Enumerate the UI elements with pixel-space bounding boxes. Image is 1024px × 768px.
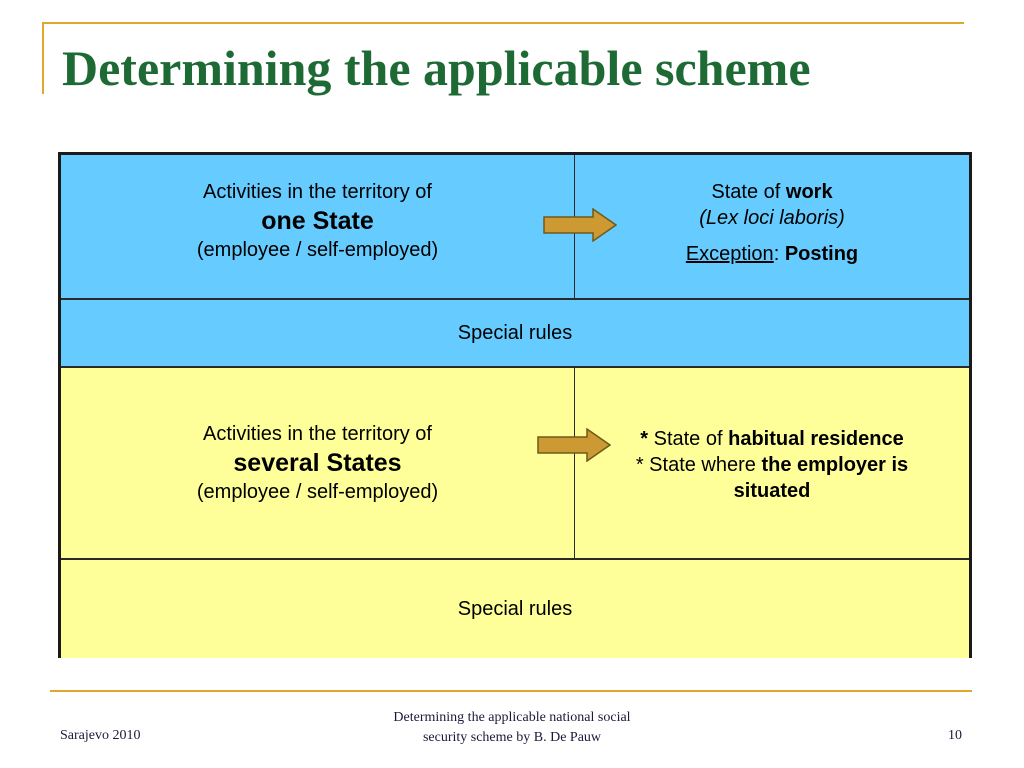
accent-frame-horizontal [42, 22, 964, 24]
state-of-label: State of [711, 181, 786, 203]
footer-divider [50, 690, 972, 692]
footer-subtitle-line1: Determining the applicable national social [393, 710, 631, 725]
lex-loci-laboris: (Lex loci laboris) [699, 207, 845, 229]
row-one-state [61, 155, 969, 298]
exception-label: Exception [685, 243, 774, 265]
bullet-star: * [640, 428, 649, 450]
one-state-cell [61, 155, 575, 298]
employer-term: the employer is [761, 454, 909, 476]
several-states-line1: Activities in the territory of [203, 423, 432, 445]
several-states-heading: several States [233, 449, 402, 477]
scheme-table [58, 152, 972, 658]
employer-situated: situated [733, 480, 811, 502]
row-special-rules-1 [61, 298, 969, 366]
exception-posting [575, 241, 969, 267]
one-state-line3: (employee / self-employed) [196, 239, 439, 261]
several-states-line3: (employee / self-employed) [196, 481, 439, 503]
state-of-label: State of [648, 428, 729, 450]
special-rules-2: Special rules [457, 597, 573, 620]
several-states-cell [61, 368, 575, 558]
residence-employer-cell [575, 368, 969, 558]
row-special-rules-2 [61, 558, 969, 658]
state-where-label: * State where [635, 454, 762, 476]
posting-term: Posting [784, 243, 859, 265]
state-of-work [575, 179, 969, 205]
footer-subtitle [312, 708, 712, 748]
work-term: work [785, 181, 833, 203]
slide-title: Determining the applicable scheme [62, 40, 811, 96]
one-state-line1: Activities in the territory of [203, 181, 432, 203]
footer-location: Sarajevo 2010 [60, 728, 141, 743]
habitual-residence-line [575, 426, 969, 452]
row-several-states [61, 366, 969, 558]
habitual-residence-term: habitual residence [728, 428, 904, 450]
footer-subtitle-line2: security scheme by B. De Pauw [422, 730, 602, 745]
employer-line [575, 452, 969, 478]
accent-frame-vertical [42, 22, 44, 94]
page-number: 10 [948, 728, 962, 743]
state-of-work-cell [575, 155, 969, 298]
special-rules-1: Special rules [457, 321, 573, 344]
colon: : [773, 243, 785, 265]
one-state-heading: one State [261, 207, 374, 235]
